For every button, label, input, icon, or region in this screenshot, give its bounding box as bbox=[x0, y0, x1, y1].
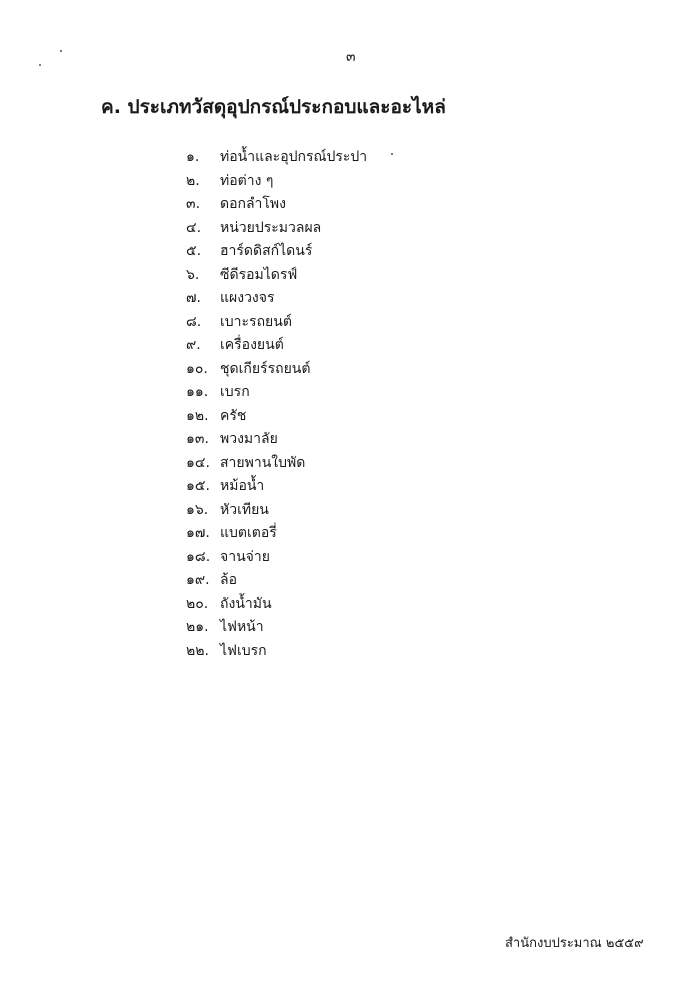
list-item-number: ๑๖. bbox=[186, 501, 209, 518]
list-item bbox=[186, 499, 367, 523]
list-item bbox=[186, 452, 367, 476]
list-item bbox=[186, 428, 367, 452]
list-item-text: เบาะรถยนต์ bbox=[220, 313, 292, 330]
list-item-text: สายพานใบพัด bbox=[220, 454, 306, 471]
list-item bbox=[186, 217, 367, 241]
list-item bbox=[186, 264, 367, 288]
list-item-number: ๑๓. bbox=[186, 431, 209, 447]
list-item bbox=[186, 334, 367, 358]
list-item-number: ๒๒. bbox=[186, 642, 209, 659]
list-item bbox=[186, 475, 367, 499]
list-item-number: ๑๔. bbox=[186, 454, 210, 471]
list-item-number: ๒๐. bbox=[186, 595, 209, 612]
list-item-number: ๑๒. bbox=[186, 407, 209, 424]
list-item-text: ดอกลำโพง bbox=[220, 196, 287, 212]
list-item-text: แผงวงจร bbox=[220, 290, 275, 306]
footer-agency: สำนักงบประมาณ ๒๕๕๙ bbox=[505, 936, 644, 951]
list-item-text: ไฟหน้า bbox=[220, 619, 264, 635]
scan-mark bbox=[60, 50, 62, 52]
list-item-number: ๔. bbox=[186, 219, 202, 236]
list-item-text: จานจ่าย bbox=[220, 548, 270, 565]
list-item-number: ๘. bbox=[186, 313, 202, 330]
scan-mark bbox=[391, 153, 393, 155]
list-item-text: ฮาร์ดดิสก์ไดนร์ bbox=[220, 243, 313, 259]
list-item-text: ล้อ bbox=[220, 572, 237, 588]
list-item-text: หน่วยประมวลผล bbox=[220, 219, 322, 236]
list-item-text: ท่อน้ำและอุปกรณ์ประปา bbox=[220, 149, 368, 165]
list-item-text: หัวเทียน bbox=[220, 501, 269, 518]
list-item-text: ท่อต่าง ๆ bbox=[220, 172, 274, 189]
list-item bbox=[186, 146, 367, 170]
list-item-text: ครัช bbox=[220, 407, 247, 424]
list-item bbox=[186, 522, 367, 546]
list-item bbox=[186, 569, 367, 593]
list-item bbox=[186, 287, 367, 311]
list-item-number: ๗. bbox=[186, 290, 201, 306]
list-item-number: ๖. bbox=[186, 266, 200, 283]
list-item-number: ๑๑. bbox=[186, 384, 209, 400]
list-item bbox=[186, 311, 367, 335]
list-item bbox=[186, 193, 367, 217]
list-item-number: ๙. bbox=[186, 337, 201, 353]
item-list bbox=[186, 146, 367, 663]
list-item bbox=[186, 640, 367, 664]
list-item-number: ๕. bbox=[186, 243, 202, 259]
list-item bbox=[186, 381, 367, 405]
list-item bbox=[186, 405, 367, 429]
list-item-number: ๓. bbox=[186, 196, 201, 212]
list-item bbox=[186, 358, 367, 382]
list-item-text: ชุดเกียร์รถยนต์ bbox=[220, 360, 311, 377]
list-item-text: แบตเตอรี่ bbox=[220, 525, 277, 541]
list-item bbox=[186, 616, 367, 640]
list-item-number: ๑. bbox=[186, 149, 200, 165]
section-heading: ค. ประเภทวัสดุอุปกรณ์ประกอบและอะไหล่ bbox=[101, 96, 446, 118]
list-item-text: หม้อน้ำ bbox=[220, 478, 265, 494]
list-item-text: เครื่องยนต์ bbox=[220, 337, 284, 353]
list-item-text: ซีดีรอมไดรฟ์ bbox=[220, 266, 298, 283]
list-item-text: เบรก bbox=[220, 384, 250, 400]
list-item-text: ไฟเบรก bbox=[220, 642, 267, 659]
list-item bbox=[186, 170, 367, 194]
list-item-number: ๑๘. bbox=[186, 548, 211, 565]
list-item bbox=[186, 593, 367, 617]
list-item bbox=[186, 546, 367, 570]
page-number: ๓ bbox=[346, 49, 356, 65]
list-item-number: ๑๕. bbox=[186, 478, 210, 494]
list-item-number: ๑๙. bbox=[186, 572, 210, 588]
list-item bbox=[186, 240, 367, 264]
scan-mark bbox=[39, 64, 41, 66]
list-item-number: ๒. bbox=[186, 172, 200, 189]
list-item-number: ๑๐. bbox=[186, 360, 208, 377]
list-item-number: ๒๑. bbox=[186, 619, 209, 635]
list-item-text: พวงมาลัย bbox=[220, 431, 278, 447]
list-item-text: ถังน้ำมัน bbox=[220, 595, 272, 612]
list-item-number: ๑๗. bbox=[186, 525, 210, 541]
